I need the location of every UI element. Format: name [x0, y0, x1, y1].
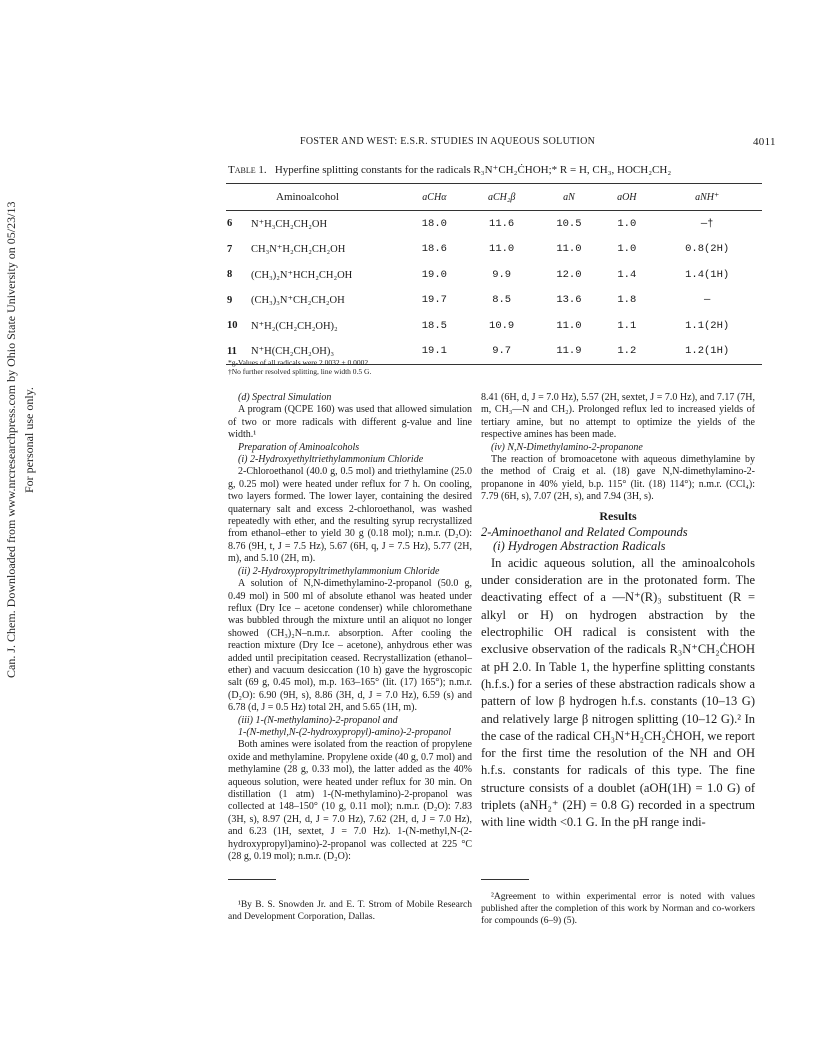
table-label: Table 1. [228, 164, 267, 176]
left-column [228, 392, 472, 863]
col-a-nh: aNH⁺ [652, 184, 762, 211]
hfs-value: 10.5 [556, 217, 582, 230]
compound-name: (CH₃)₃N⁺CH₂CH₂OH [251, 295, 345, 307]
download-watermark [2, 140, 42, 740]
section-heading: (ii) 2-Hydroxypropyltrimethylammonium Chloride [238, 565, 440, 577]
compound-name: CH₃N⁺H₂CH₂CH₂OH [251, 244, 346, 256]
results-paragraph: In acidic aqueous solution, all the aminoalcohols under consideration are in the protonated form. The deactivating effect of a —N⁺(R)₃ substituent (R = alkyl or H) on hydrogen abstraction by the electrophilic OH radical is consistent with the exclusive observation of the radicals R₃N⁺CH₂ĊHOH at pH 2.0. In Table 1, the hyperfine splitting constants (h.f.s.) for a series of these abstraction radicals show a pattern of low β hydrogen h.f.s. constants (10–13 G) and relatively large β nitrogen splitting (10–12 G).² In the case of the radical CH₃N⁺H₂CH₂ĊHOH, we report for the first time the resolution of the NH and OH h.f.s. constants for radicals of this type. The fine structure consists of a doublet (aOH(1H) = 1.0 G) of triplets (aNH₂⁺ (2H) = 0.8 G) recorded in a spectrum with line width <0.1 G. In the pH range indi- [481, 555, 755, 830]
hfs-value: 11.9 [537, 339, 602, 365]
paragraph: The reaction of bromoacetone with aqueous dimethylamine by the method of Craig et al. (18) gave N,N-dimethylamino-2-propanone in 40% yield, b.p. 115° (lit. (18) 114°); n.m.r. (CCl₄): 7.79 (6H, s), 7.07 (2H, s), and 7.94 (3H, s). [481, 454, 755, 503]
hfs-value: 13.6 [556, 294, 582, 307]
compound-name: (CH₃)₂N⁺HCH₂CH₂OH [251, 269, 353, 281]
footnote-1: ¹By B. S. Snowden Jr. and E. T. Strom of Mobile Research and Development Corporation, Dallas. [228, 900, 472, 922]
compound-name: N⁺H(CH₂CH₂OH)₃ [250, 339, 402, 365]
table-caption-text: Hyperfine splitting constants for the radicals R₃N⁺CH₂ĊHOH;* R = H, CH₃, HOCH₂CH₂ [274, 164, 672, 176]
hfs-value: 1.0 [617, 243, 637, 256]
table-footnote: †No further resolved splitting, line width 0.5 G. [228, 367, 372, 376]
hfs-value: 18.6 [421, 243, 447, 256]
table-row [226, 262, 762, 288]
watermark-line-1: Can. J. Chem. Downloaded from www.nrcresearchpress.com by Ohio State University on 05/23/13 [4, 201, 18, 679]
hfs-value: 9.9 [492, 268, 512, 281]
hfs-value: 1.2 [601, 339, 652, 365]
compound-name: N⁺H₃CH₂CH₂OH [251, 218, 328, 230]
paragraph: A solution of N,N-dimethylamino-2-propanol (50.0 g, 0.49 mol) in 500 ml of absolute ethanol was heated under reflux (Dry Ice – acetone condenser) while chloromethane was bubbled through the mixture until an aliquot no longer showed (CH₃)₂N–n.m.r. absorption. After cooling the reaction mixture (Dry Ice – acetone), anhydrous ether was added until precipitation ceased. Recrystallization (ethanol–ether) and vacuum desiccation (10 h) gave the hygroscopic salt (69 g, 0.45 mol), m.p. 163–165° (lit. (17) 165°); n.m.r. (D₂O): 6.90 (9H, s), 8.86 (3H, d, J = 7.0 Hz), 6.59 (s) and 6.78 (d, J = 0.5 Hz) total 2H, and 5.65 (1H, m). [228, 578, 472, 714]
footnote-2: ²Agreement to within experimental error is noted with values published after the completion of this work by Norman and co-workers for compounds (6–9) (5). [481, 892, 755, 926]
hfs-value: 1.4 [617, 268, 637, 281]
footnote-rule-right [481, 879, 529, 880]
hfs-value: 1.0 [617, 217, 637, 230]
hfs-value: 9.7 [467, 339, 537, 365]
compound-number: 8 [227, 269, 233, 281]
subheading-aminoethanol: 2-Aminoethanol and Related Compounds [481, 525, 688, 540]
hfs-value: 8.5 [492, 294, 512, 307]
right-column [481, 392, 755, 832]
table-footnotes [228, 358, 371, 376]
table-row [226, 237, 762, 263]
table-row [226, 288, 762, 314]
results-heading: Results [599, 508, 637, 523]
hfs-value: 11.0 [556, 243, 582, 256]
col-a-ch2-beta: aCH₂β [467, 184, 537, 211]
compound-name: N⁺H₂(CH₂CH₂OH)₂ [251, 320, 338, 332]
section-heading: (iii) 1-(N-methylamino)-2-propanol and [238, 714, 398, 726]
hfs-value: 1.1(2H) [685, 319, 730, 332]
section-heading: 1-(N-methyl,N-(2-hydroxypropyl)-amino)-2-propanol [238, 726, 451, 738]
table-row [226, 211, 762, 237]
paragraph: A program (QCPE 160) was used that allowed simulation of two or more radicals with different g-value and line width.¹ [228, 404, 472, 441]
paragraph: Both amines were isolated from the reaction of propylene oxide and methylamine. Propylene oxide (40 g, 0.7 mol) and methylamine (28 g, 0.33 mol), the latter added as the 40% aqueous solution, were heated under reflux for 30 min. On distillation (1 atm) 1-(N-methylamino)-2-propanol was collected at 148–150° (10 g, 0.11 mol); n.m.r. (D₂O): 7.83 (3H, s), 8.97 (2H, d, J = 7.0 Hz), 7.62 (2H, d, J = 7.0 Hz), and 6.23 (1H, sextet, J = 7.0 Hz). 1-(N-methyl,N-(2-hydroxypropyl)amino)-2-propanol was collected at 225 °C (28 g, 0.19 mol); n.m.r. (D₂O): [228, 739, 472, 863]
section-heading: (iv) N,N-Dimethylamino-2-propanone [491, 441, 643, 453]
hfs-value: 19.7 [421, 294, 447, 307]
hfs-value: 10.9 [489, 319, 515, 332]
hfs-value: — [704, 294, 711, 307]
table-row [226, 313, 762, 339]
paragraph: 8.41 (6H, d, J = 7.0 Hz), 5.57 (2H, sextet, J = 7.0 Hz), and 7.17 (7H, m, CH₃—N and CH₂). Prolonged reflux led to increased yields of tertiary amine, but no attempt to optimize the yields of the respective amines has been made. [481, 392, 755, 441]
page-number: 4011 [753, 136, 776, 148]
section-heading: Preparation of Aminoalcohols [238, 441, 360, 453]
col-a-n: aN [537, 184, 602, 211]
hfs-value: 1.1 [617, 319, 637, 332]
section-heading: (d) Spectral Simulation [238, 392, 332, 403]
subheading-hydrogen-abstraction: (i) Hydrogen Abstraction Radicals [493, 539, 666, 554]
footnote-rule-left [228, 879, 276, 880]
hfs-value: 11.0 [556, 319, 582, 332]
hfs-value: 11.6 [489, 217, 515, 230]
hfs-value: 18.5 [421, 319, 447, 332]
running-title: FOSTER AND WEST: E.S.R. STUDIES IN AQUEOUS SOLUTION [300, 136, 596, 147]
col-a-oh: aOH [601, 184, 652, 211]
hfs-value: —† [700, 217, 714, 230]
compound-number: 7 [227, 243, 233, 255]
table-footnote: *g-Values of all radicals were 2.0032 ± 0.0002. [228, 358, 370, 367]
section-heading: (i) 2-Hydroxyethyltriethylammonium Chloride [238, 454, 424, 466]
hfs-value: 1.8 [617, 294, 637, 307]
table-header-row [226, 184, 762, 211]
hfs-value: 18.0 [421, 217, 447, 230]
compound-number: 11 [226, 339, 250, 365]
col-aminoalcohol: Aminoalcohol [226, 184, 402, 211]
hfs-value: 19.1 [402, 339, 467, 365]
paragraph: 2-Chloroethanol (40.0 g, 0.5 mol) and triethylamine (25.0 g, 0.25 mol) were heated under reflux for 7 h. On cooling, two layers formed. The lower layer, containing the desired quaternary salt and excess 2-chloroethanol, was washed repeatedly with ether, and the resulting syrup recrystallized from ethanol–ether to yield 30 g (0.18 mol); n.m.r. (D₂O): 8.76 (9H, t, J = 7.5 Hz), 5.67 (6H, q, J = 7.5 Hz), 5.77 (2H, m), and 5.10 (2H, m). [228, 466, 472, 565]
hfs-value: 19.0 [421, 268, 447, 281]
hfs-value: 1.4(1H) [685, 268, 730, 281]
compound-number: 9 [227, 294, 233, 306]
compound-number: 10 [227, 320, 238, 332]
compound-number: 6 [227, 218, 233, 230]
hfs-value: 11.0 [489, 243, 515, 256]
hfs-table [226, 183, 762, 365]
col-a-ch-alpha: aCHα [402, 184, 467, 211]
table-caption [228, 163, 671, 176]
hfs-value: 0.8(2H) [685, 243, 730, 256]
hfs-value: 12.0 [556, 268, 582, 281]
hfs-value: 1.2(1H) [652, 339, 762, 365]
watermark-line-2: For personal use only. [22, 387, 36, 493]
